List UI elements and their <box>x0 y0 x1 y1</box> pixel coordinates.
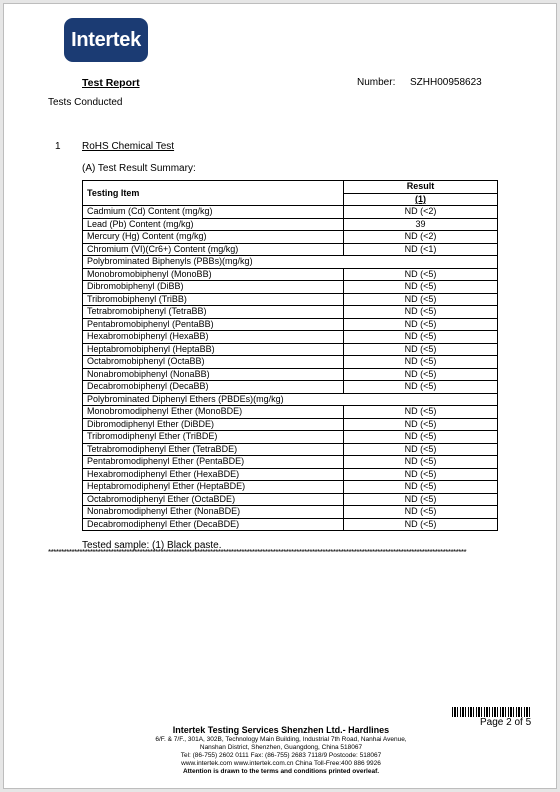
section-subtitle: (A) Test Result Summary: <box>82 163 196 174</box>
result-cell: ND (<5) <box>344 493 498 506</box>
table-row <box>83 381 498 394</box>
table-row <box>83 268 498 281</box>
result-cell: ND (<5) <box>344 431 498 444</box>
table-row <box>83 218 498 231</box>
testing-item-cell: Hexabromobiphenyl (HexaBB) <box>83 331 344 344</box>
testing-item-cell: Octabromobiphenyl (OctaBB) <box>83 356 344 369</box>
table-row <box>83 231 498 244</box>
table-row <box>83 456 498 469</box>
testing-item-cell: Dibromobiphenyl (DiBB) <box>83 281 344 294</box>
section-number: 1 <box>55 141 61 152</box>
table-row <box>83 431 498 444</box>
testing-item-cell: Dibromodiphenyl Ether (DiBDE) <box>83 418 344 431</box>
testing-item-cell: Monobromobiphenyl (MonoBB) <box>83 268 344 281</box>
table-row <box>83 293 498 306</box>
table-row <box>83 243 498 256</box>
separator-line: **************************************************************************************************************************************************************** <box>48 549 467 557</box>
group-label: Polybrominated Diphenyl Ethers (PBDEs)(mg/kg) <box>83 393 498 406</box>
result-cell: ND (<5) <box>344 343 498 356</box>
table-row <box>83 443 498 456</box>
table-row <box>83 368 498 381</box>
testing-item-cell: Octabromodiphenyl Ether (OctaBDE) <box>83 493 344 506</box>
section-heading: Tests Conducted <box>48 97 123 108</box>
table-row <box>83 518 498 531</box>
result-cell: ND (<5) <box>344 293 498 306</box>
table-row <box>83 406 498 419</box>
results-table <box>82 180 498 531</box>
testing-item-cell: Decabromodiphenyl Ether (DecaBDE) <box>83 518 344 531</box>
footer-web: www.intertek.com www.intertek.com.cn China Toll-Free:400 886 9926 <box>181 760 381 767</box>
section-title: RoHS Chemical Test <box>82 141 175 152</box>
result-cell: ND (<5) <box>344 456 498 469</box>
table-row <box>83 206 498 219</box>
testing-item-cell: Pentabromodiphenyl Ether (PentaBDE) <box>83 456 344 469</box>
footer-address-1: 6/F. & 7/F., 301A, 302B, Technology Main Building, Industrial 7th Road, Nanhai Avenue, <box>155 736 407 743</box>
testing-item-cell: Pentabromobiphenyl (PentaBB) <box>83 318 344 331</box>
testing-item-cell: Decabromobiphenyl (DecaBB) <box>83 381 344 394</box>
result-cell: ND (<2) <box>344 206 498 219</box>
testing-item-cell: Chromium (VI)(Cr6+) Content (mg/kg) <box>83 243 344 256</box>
result-cell: ND (<5) <box>344 356 498 369</box>
footer-contact: Tel: (86-755) 2602 0111 Fax: (86-755) 2683 7118/9 Postcode: 518067 <box>180 752 382 759</box>
table-row <box>83 493 498 506</box>
result-subheader: (1) <box>344 193 498 206</box>
intertek-logo <box>64 18 148 62</box>
result-cell: ND (<5) <box>344 306 498 319</box>
result-cell: ND (<5) <box>344 506 498 519</box>
testing-item-cell: Heptabromodiphenyl Ether (HeptaBDE) <box>83 481 344 494</box>
table-row <box>83 481 498 494</box>
table-header-row <box>83 181 498 194</box>
table-row <box>83 318 498 331</box>
result-cell: ND (<5) <box>344 281 498 294</box>
result-header: Result <box>344 181 498 194</box>
result-cell: ND (<5) <box>344 468 498 481</box>
report-page <box>3 3 557 789</box>
result-cell: ND (<1) <box>344 243 498 256</box>
footer-address-2: Nanshan District, Shenzhen, Guangdong, China 518067 <box>199 744 363 751</box>
testing-item-cell: Tetrabromobiphenyl (TetraBB) <box>83 306 344 319</box>
result-cell: ND (<5) <box>344 268 498 281</box>
group-label: Polybrominated Biphenyls (PBBs)(mg/kg) <box>83 256 498 269</box>
testing-item-cell: Mercury (Hg) Content (mg/kg) <box>83 231 344 244</box>
report-number-value: SZHH00958623 <box>410 77 482 88</box>
table-group-row <box>83 393 498 406</box>
footer-notice: Attention is drawn to the terms and conditions printed overleaf. <box>182 768 380 775</box>
testing-item-cell: Nonabromodiphenyl Ether (NonaBDE) <box>83 506 344 519</box>
result-cell: ND (<5) <box>344 481 498 494</box>
result-cell: ND (<5) <box>344 443 498 456</box>
result-cell: ND (<5) <box>344 368 498 381</box>
result-cell: ND (<2) <box>344 231 498 244</box>
result-cell: ND (<5) <box>344 381 498 394</box>
result-cell: ND (<5) <box>344 418 498 431</box>
testing-item-cell: Tetrabromodiphenyl Ether (TetraBDE) <box>83 443 344 456</box>
table-row <box>83 468 498 481</box>
results-body <box>83 206 498 531</box>
testing-item-cell: Hexabromodiphenyl Ether (HexaBDE) <box>83 468 344 481</box>
result-cell: ND (<5) <box>344 331 498 344</box>
footer-company: Intertek Testing Services Shenzhen Ltd.- Hardlines <box>172 725 390 735</box>
testing-item-cell: Tribromobiphenyl (TriBB) <box>83 293 344 306</box>
footer <box>4 725 557 776</box>
logo-text: Intertek <box>71 28 141 51</box>
page-indicator: Page 2 of 5 <box>480 717 532 728</box>
testing-item-cell: Lead (Pb) Content (mg/kg) <box>83 218 344 231</box>
table-row <box>83 281 498 294</box>
result-cell: ND (<5) <box>344 518 498 531</box>
table-row <box>83 418 498 431</box>
table-row <box>83 331 498 344</box>
table-row <box>83 356 498 369</box>
report-number-label: Number: <box>357 77 396 88</box>
result-cell: 39 <box>344 218 498 231</box>
result-cell: ND (<5) <box>344 318 498 331</box>
testing-item-cell: Tribromodiphenyl Ether (TriBDE) <box>83 431 344 444</box>
table-group-row <box>83 256 498 269</box>
barcode-icon <box>452 707 530 717</box>
table-row <box>83 506 498 519</box>
table-row <box>83 343 498 356</box>
tested-sample-note: Tested sample: (1) Black paste. <box>82 540 222 551</box>
result-cell: ND (<5) <box>344 406 498 419</box>
testing-item-cell: Cadmium (Cd) Content (mg/kg) <box>83 206 344 219</box>
report-title: Test Report <box>82 77 140 89</box>
testing-item-cell: Nonabromobiphenyl (NonaBB) <box>83 368 344 381</box>
testing-item-cell: Monobromodiphenyl Ether (MonoBDE) <box>83 406 344 419</box>
testing-item-header: Testing Item <box>83 181 344 206</box>
table-row <box>83 306 498 319</box>
testing-item-cell: Heptabromobiphenyl (HeptaBB) <box>83 343 344 356</box>
